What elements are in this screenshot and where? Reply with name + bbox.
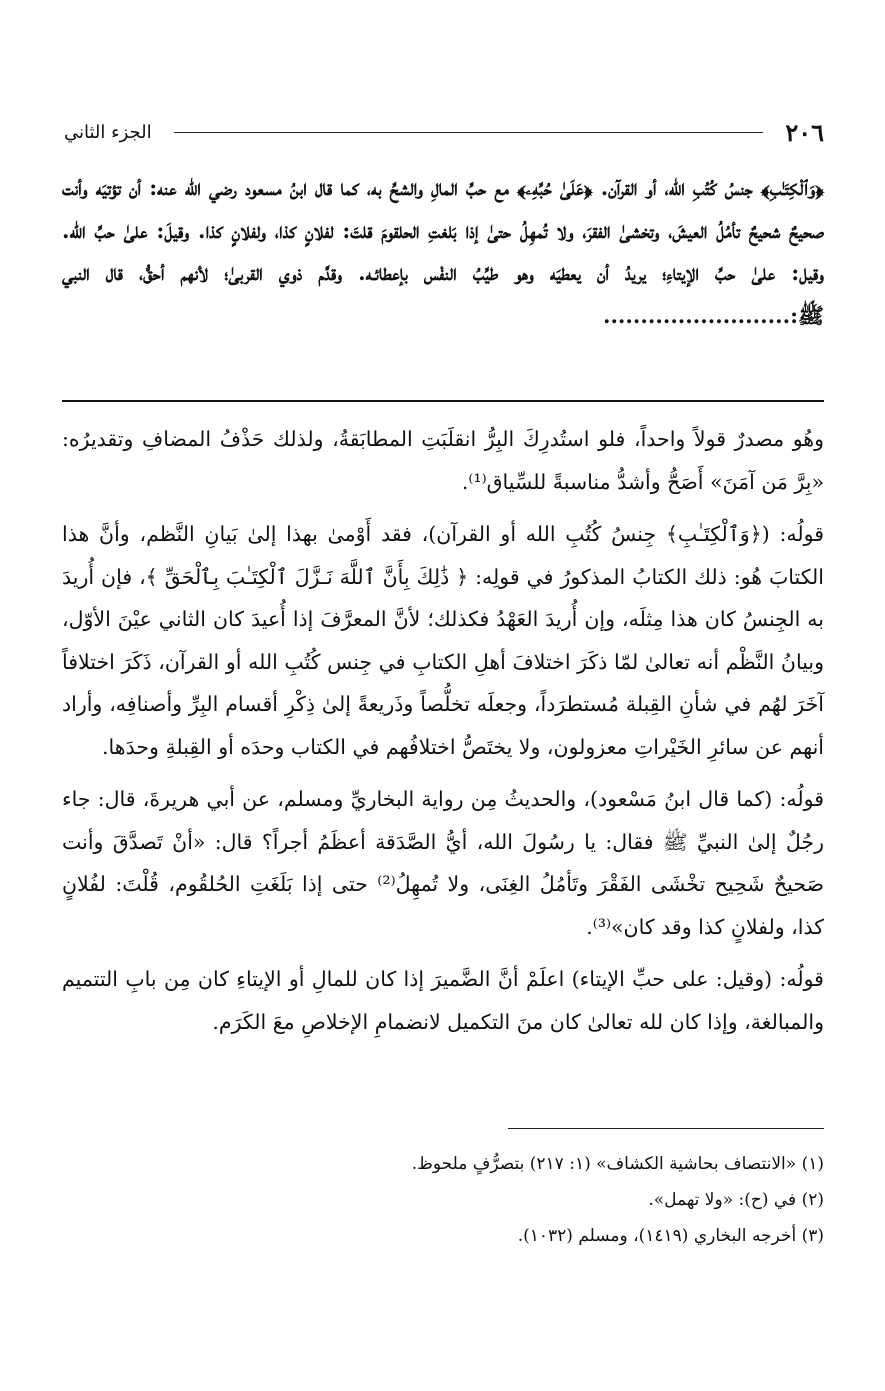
matn-separator-rule bbox=[62, 400, 824, 402]
commentary-paragraph-2: قولُه: (﴿وَٱلْكِتَـٰبِ﴾ جِنسُ كُتُبِ الله أو القرآن)، فقد أَوْمىٰ بهذا إلىٰ بَيانِ النَّظم، وأنَّ هذا الكتابَ هُو: ذلك الكتابُ المذكورُ في قولِه: ﴿ ذَٰلِكَ بِأَنَّ ٱللَّهَ نَـزَّلَ ٱلْكِتَـٰبَ بِٱلْحَقِّ ﴾، فإن أُريدَ به الجِنسُ كان هذا مِثلَه، وإن أُريدَ العَهْدُ فكذلك؛ لأنَّ المعرَّفَ إذا أُعيدَ كان الثاني عيْنَ الأوّل، وبيانُ النَّظْم أنه تعالىٰ لمّا ذكَرَ اختلافَ أهلِ الكتابِ في جِنس كُتُبِ الله أو القرآن، ذَكَرَ اختلافاً آخَرَ لهُم في شأنِ القِبلة مُستطرَداً، وجعلَه تخلُّصاً وذَريعةً إلىٰ ذِكْرِ أقسام البِرِّ وأصنافِه، وأراد أنهم عن سائرِ الخَيْراتِ معزولون، ولا يختَصُّ اختلافُهم في الكتاب وحدَه أو القِبلةِ وحدَها. bbox=[62, 522, 824, 759]
part-title: الجزء الثاني bbox=[64, 121, 152, 143]
footnote-1: (١) «الانتصاف بحاشية الكشاف» (١: ٢١٧) بتصرُّفٍ ملحوظ. bbox=[411, 1154, 824, 1174]
page-number: ٢٠٦ bbox=[785, 117, 824, 147]
commentary-paragraph-4: قولُه: (وقيل: على حبِّ الإيتاء) اعلَمْ أنَّ الضَّميرَ إذا كان للمالِ أو الإيتاءِ كان مِن بابِ التتميم والمبالغة، وإذا كان لله تعالىٰ كان منَ التكميل لانضمامِ الإخلاصِ معَ الكَرَم. bbox=[62, 967, 824, 1034]
commentary-paragraph-3: قولُه: (كما قال ابنُ مَسْعود)، والحديثُ مِن رواية البخاريِّ ومسلم، عن أبي هريرةَ، قال: جاء رجُلٌ إلىٰ النبيِّ ﷺ فقال: يا رسُولَ الله، أيُّ الصَّدَقة أعظَمُ أجراً؟ قال: «أنْ تَصدَّقَ وأنت صَحيحٌ شَحِيح تخْشَى الفَقْرَ وتَأمُلُ الغِنَى، ولا تُمهِلُ⁽²⁾ حتى إذا بَلَغَتِ الحُلقُوم، قُلْتَ: لفُلانٍ كذا، ولفلانٍ كذا وقد كان»⁽³⁾. bbox=[62, 787, 824, 939]
footnote-3: (٣) أخرجه البخاري (١٤١٩)، ومسلم (١٠٣٢). bbox=[517, 1226, 824, 1246]
footnote-2: (٢) في (ح): «ولا تهمل». bbox=[648, 1190, 824, 1210]
matn-text: ﴿وَٱلْكِتَـٰبِ﴾ جنسُ كُتُبِ الله، أو القرآن. ﴿عَلَىٰ حُبِّهِۦ﴾ مع حبِّ المالِ والشحِّ به، كما قال ابنُ مسعود رضي الله عنه: أن تؤتيَه وأنت صحيحٌ شحيحٌ تأمُلُ العيشَ، وتخشىٰ الفقرَ، ولا تُمهِلُ حتىٰ إذا بَلغتِ الحلقومَ قلتَ: لفلانٍ كذا، ولفلانٍ كذا. وقيلَ: علىٰ حبِّ الله. وقيل: علىٰ حبِّ الإيتاءِ؛ يريدُ أن يعطيَه وهو طيِّبُ النفْس بإعطائـه. وقدَّم ذوي القربىٰ؛ لأنهم أحقُّ، قال النبي ﷺ:......................... bbox=[62, 176, 824, 329]
commentary bbox=[62, 418, 824, 1053]
commentary-paragraph-1: وهُو مصدرٌ قولاً واحداً، فلو استُدرِكَ البِرُّ انقلَبَتِ المطابَقةُ، ولذلك حَذْفُ المضافِ وتقديرُه: «بِرَّ مَن آمَنَ» أَصَحُّ وأشدُّ مناسبةً للسِّياق⁽¹⁾. bbox=[62, 427, 824, 494]
footnote-rule bbox=[508, 1128, 824, 1129]
running-header bbox=[64, 112, 824, 152]
header-rule bbox=[174, 132, 764, 133]
footnotes bbox=[62, 1146, 824, 1254]
